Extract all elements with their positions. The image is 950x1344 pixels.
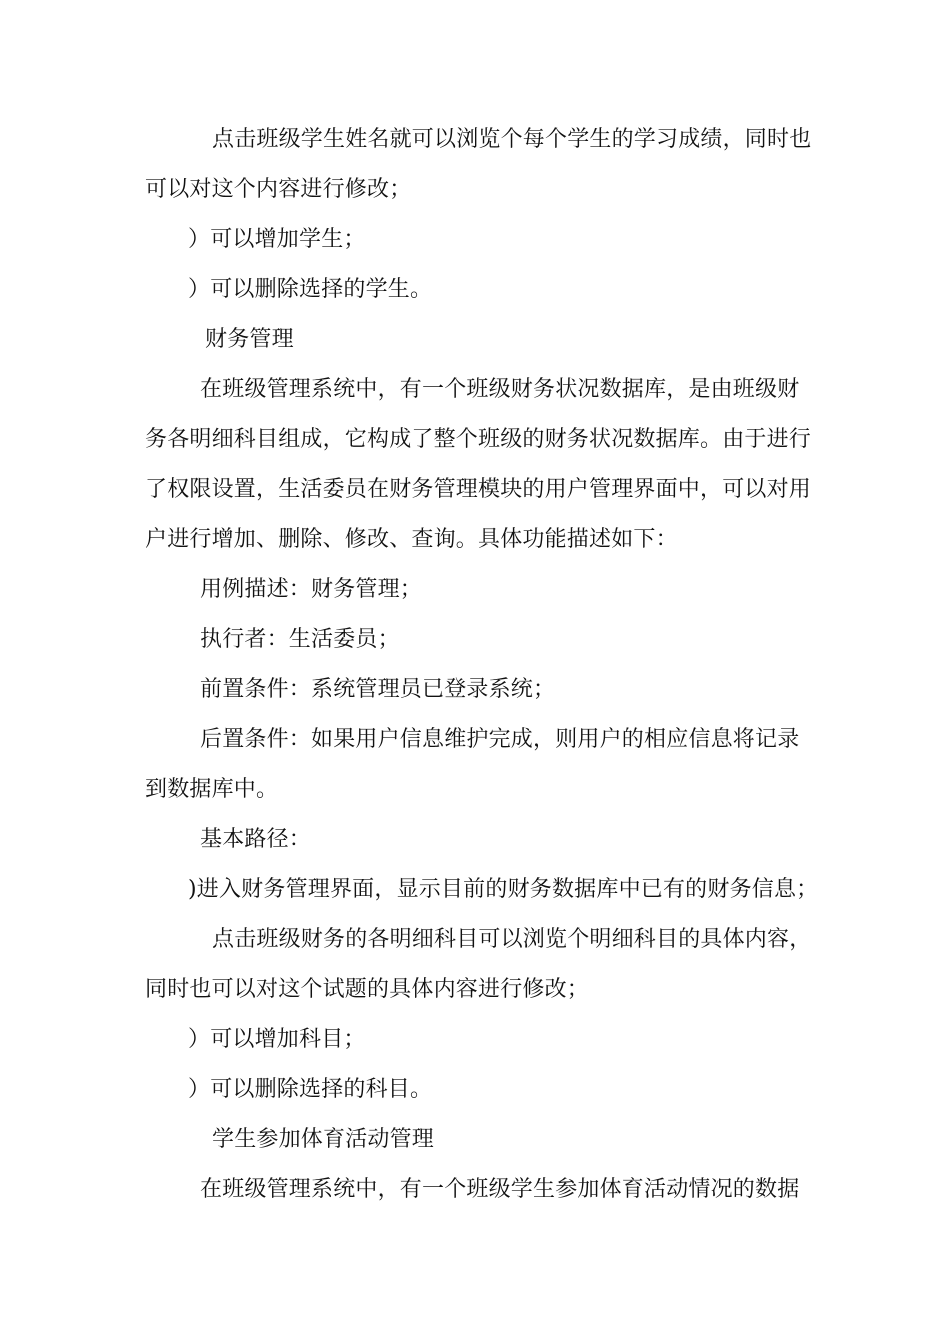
text-line: 务各明细科目组成，它构成了整个班级的财务状况数据库。由于进行 — [145, 427, 812, 452]
text-line: 点击班级财务的各明细科目可以浏览个明细科目的具体内容， — [212, 927, 812, 952]
text-line: 在班级管理系统中，有一个班级学生参加体育活动情况的数据 — [200, 1177, 800, 1202]
text-line: 后置条件：如果用户信息维护完成，则用户的相应信息将记录 — [200, 727, 800, 752]
text-line: 点击班级学生姓名就可以浏览个每个学生的学习成绩，同时也 — [212, 127, 812, 152]
text-line: 在班级管理系统中，有一个班级财务状况数据库，是由班级财 — [200, 377, 800, 402]
text-line: 用例描述：财务管理； — [200, 577, 423, 602]
text-line: 同时也可以对这个试题的具体内容进行修改； — [145, 977, 590, 1002]
text-line: 户进行增加、删除、修改、查询。具体功能描述如下： — [145, 527, 678, 552]
list-item: ）可以增加学生； — [188, 227, 366, 252]
list-item: ）可以增加科目； — [188, 1027, 366, 1052]
text-line: 到数据库中。 — [145, 777, 279, 802]
section-heading: 财务管理 — [205, 327, 294, 352]
section-heading: 学生参加体育活动管理 — [212, 1127, 435, 1152]
list-item: ）可以删除选择的科目。 — [188, 1077, 433, 1102]
text-line: 执行者：生活委员； — [200, 627, 400, 652]
list-item: )进入财务管理界面，显示目前的财务数据库中已有的财务信息； — [188, 877, 819, 902]
list-item: ）可以删除选择的学生。 — [188, 277, 433, 302]
text-line: 了权限设置，生活委员在财务管理模块的用户管理界面中，可以对用 — [145, 477, 812, 502]
text-line: 可以对这个内容进行修改； — [145, 177, 412, 202]
text-line: 前置条件：系统管理员已登录系统； — [200, 677, 556, 702]
text-line: 基本路径： — [200, 827, 312, 852]
